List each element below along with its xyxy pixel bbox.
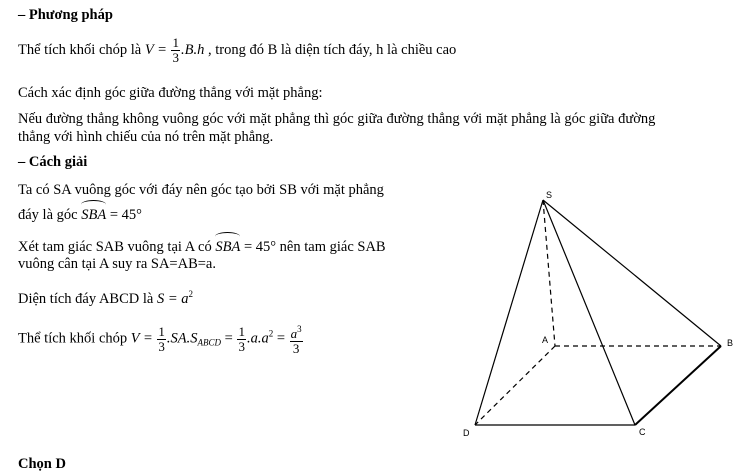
fraction-num: 1 (172, 35, 179, 50)
edge-SC (543, 200, 635, 425)
solution-line3-prefix: Xét tam giác SAB vuông tại A có (18, 239, 212, 255)
fraction-den: 3 (292, 341, 300, 356)
solution-line6 (18, 322, 304, 356)
heading-solution: – Cách giải (18, 154, 88, 170)
subscript-abcd: ABCD (197, 337, 222, 348)
edge-CB (635, 346, 721, 425)
angle-sba-2: SBA (215, 236, 240, 256)
exponent-2: 2 (188, 289, 193, 299)
angle-method-title: Cách xác định góc giữa đường thẳng với mặt phẳng: (18, 85, 323, 101)
edge-SB (543, 200, 721, 346)
fraction-one-third-3 (237, 325, 246, 354)
fraction-one-third-2 (157, 325, 166, 354)
label-C: C (639, 427, 646, 437)
area-formula: S = a (156, 291, 189, 307)
fraction-one-third (171, 36, 180, 65)
label-D: D (463, 428, 470, 438)
fraction-den: 3 (158, 338, 165, 354)
equals-2: = (276, 330, 286, 347)
label-S: S (546, 190, 553, 200)
angle-value: = 45° (109, 207, 142, 223)
fraction-num-a3 (290, 322, 303, 342)
heading-method: – Phương pháp (18, 7, 113, 23)
fraction-num: 1 (158, 323, 165, 339)
angle-sba: SBA (81, 204, 106, 224)
a-letter: a (290, 326, 298, 341)
solution-line3 (18, 236, 386, 256)
fraction-num: 1 (238, 323, 245, 339)
solution-line2-prefix: đáy là góc (18, 207, 78, 223)
angle-value-2: = 45° (243, 239, 277, 255)
angle-method-line1: Nếu đường thẳng không vuông góc với mặt phẳng thì góc giữa đường thẳng với mặt phẳng là góc giữa đường (18, 111, 656, 127)
exponent-3: 3 (297, 324, 302, 334)
pyramid-figure (455, 185, 745, 445)
volume-SA-S: .SA.S (166, 330, 198, 347)
volume-Bh: .B.h (180, 41, 205, 58)
solution-line5-prefix: Diện tích đáy ABCD là (18, 291, 154, 307)
solution-line1: Ta có SA vuông góc với đáy nên góc tạo bởi SB với mặt phẳng (18, 182, 384, 198)
equals-1: = (224, 330, 233, 347)
solution-line4: vuông cân tại A suy ra SA=AB=a. (18, 256, 216, 272)
volume-V: V = (144, 41, 167, 58)
exponent-2b: 2 (268, 328, 274, 339)
label-A: A (542, 335, 549, 345)
solution-line6-prefix: Thể tích khối chóp (18, 330, 128, 347)
angle-method-line2: thẳng với hình chiếu của nó trên mặt phẳng. (18, 129, 274, 145)
solution-line3-suffix: nên tam giác SAB (279, 239, 386, 255)
answer: Chọn D (18, 456, 66, 472)
solution-line5 (18, 285, 193, 308)
volume-formula (18, 36, 456, 65)
label-B: B (727, 338, 734, 348)
solution-line2 (18, 204, 142, 224)
volume-formula-suffix: , trong đó B là diện tích đáy, h là chiều cao (207, 41, 457, 58)
edge-SA (543, 200, 555, 346)
fraction-den: 3 (172, 50, 179, 65)
volume-formula-prefix: Thể tích khối chóp là (18, 41, 142, 58)
volume-a-a: .a.a (246, 330, 269, 347)
fraction-den: 3 (238, 338, 245, 354)
fraction-a3-over-3 (290, 322, 303, 356)
volume-V-2: V = (130, 330, 153, 347)
